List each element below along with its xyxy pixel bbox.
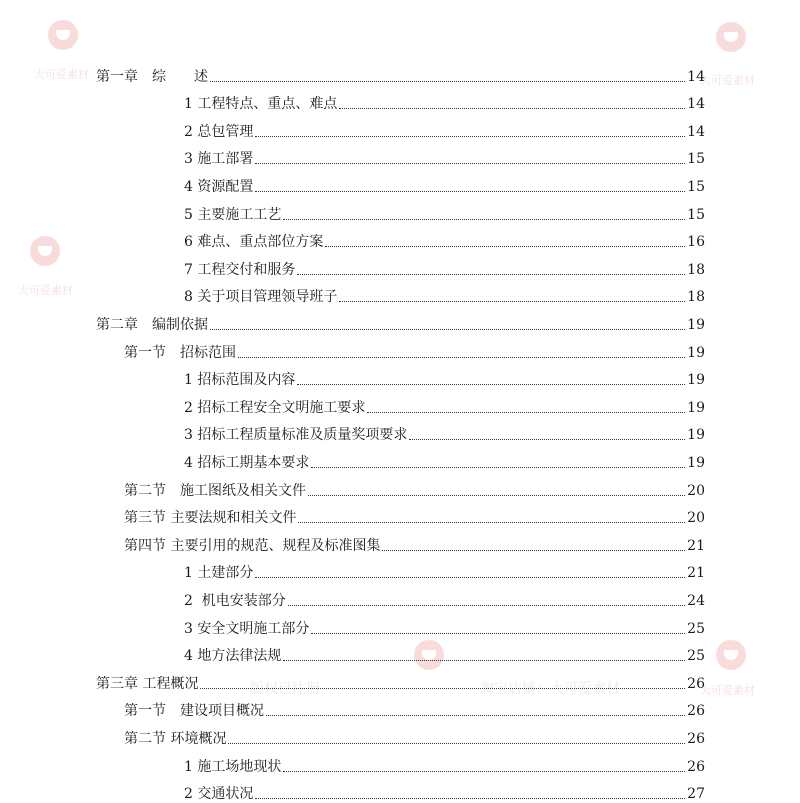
toc-item-entry[interactable] [184,610,705,638]
watermark-brand: 大可爱素材 [18,284,73,297]
toc-entry-label: 第二章 编制依据 [96,316,208,333]
toc-item-entry[interactable] [184,389,705,417]
toc-section-entry[interactable] [124,472,705,500]
toc-page-number: 15 [687,206,705,223]
toc-page-number: 21 [687,537,705,554]
watermark-shop: 淘宝店铺：大可爱素材 [480,681,620,697]
toc-item-entry[interactable] [184,196,705,224]
toc-entry-label: 4 招标工期基本要求 [184,454,310,471]
toc-item-entry[interactable] [184,582,705,610]
toc-entry-label: 第一节 建设项目概况 [124,703,264,720]
toc-dot-leader [339,300,685,302]
toc-chapter-entry[interactable] [96,58,705,86]
toc-dot-leader [228,742,685,744]
toc-entry-label: 1 土建部分 [184,565,254,582]
toc-dot-leader [255,190,685,192]
toc-page-number: 20 [687,510,705,527]
toc-dot-leader [255,162,685,164]
toc-dot-leader [339,107,685,109]
watermark-brand: 大可爱素材 [700,74,755,87]
toc-item-entry[interactable] [184,444,705,472]
toc-entry-label: 第一章 综 述 [96,68,208,85]
toc-chapter-entry[interactable] [96,306,705,334]
toc-dot-leader [288,604,685,606]
toc-page-number: 26 [687,675,705,692]
toc-item-entry[interactable] [184,251,705,279]
toc-dot-leader [297,383,685,385]
toc-entry-label: 第三节 主要法规和相关文件 [124,510,297,527]
watermark-logo-icon [716,640,746,670]
toc-section-entry[interactable] [124,693,705,721]
toc-page-number: 19 [687,427,705,444]
toc-page-number: 19 [687,316,705,333]
toc-dot-leader [255,576,685,578]
toc-dot-leader [409,438,685,440]
toc-entry-label: 2 机电安装部分 [184,592,286,609]
toc-item-entry[interactable] [184,748,705,776]
toc-entry-label: 3 安全文明施工部分 [184,620,310,637]
toc-section-entry[interactable] [124,720,705,748]
toc-entry-label: 6 难点、重点部位方案 [184,234,324,251]
toc-chapter-entry[interactable] [96,665,705,693]
toc-page-number: 14 [687,123,705,140]
toc-entry-label: 3 招标工程质量标准及质量奖项要求 [184,427,408,444]
toc-page-number: 26 [687,758,705,775]
toc-item-entry[interactable] [184,417,705,445]
toc-entry-label: 第四节 主要引用的规范、规程及标准图集 [124,537,381,554]
toc-dot-leader [283,659,685,661]
toc-page-number: 21 [687,565,705,582]
toc-dot-leader [325,245,685,247]
watermark-copyright: 版权已注册 [250,681,320,697]
toc-entry-label: 第二节 施工图纸及相关文件 [124,482,306,499]
toc-item-entry[interactable] [184,279,705,307]
toc-page-number: 14 [687,96,705,113]
toc-entry-label: 2 总包管理 [184,123,254,140]
toc-dot-leader [283,770,685,772]
toc-entry-label: 3 施工部署 [184,151,254,168]
toc-page-number: 20 [687,482,705,499]
toc-entry-label: 第三章 工程概况 [96,675,199,692]
toc-page-number: 25 [687,648,705,665]
toc-dot-leader [283,218,685,220]
toc-page-number: 19 [687,344,705,361]
toc-dot-leader [210,80,685,82]
toc-dot-leader [311,632,685,634]
toc-page-number: 26 [687,703,705,720]
toc-page-number: 27 [687,786,705,803]
toc-dot-leader [210,328,685,330]
watermark-logo-icon [48,20,78,50]
toc-dot-leader [200,687,685,689]
watermark-logo-icon [30,236,60,266]
toc-page-number: 19 [687,454,705,471]
toc-item-entry[interactable] [184,141,705,169]
watermark-brand: 大可爱素材 [700,684,755,697]
toc-dot-leader [297,273,685,275]
toc-item-entry[interactable] [184,168,705,196]
toc-item-entry[interactable] [184,638,705,666]
toc-item-entry[interactable] [184,362,705,390]
toc-page-number: 16 [687,234,705,251]
toc-entry-label: 第二节 环境概况 [124,730,227,747]
watermark-logo-icon [716,22,746,52]
toc-page-number: 25 [687,620,705,637]
toc-item-entry[interactable] [184,555,705,583]
toc-dot-leader [308,494,685,496]
toc-entry-label: 4 地方法律法规 [184,648,282,665]
toc-item-entry[interactable] [184,224,705,252]
toc-page-number: 19 [687,372,705,389]
toc-entry-label: 2 招标工程安全文明施工要求 [184,399,366,416]
toc-entry-label: 1 工程特点、重点、难点 [184,96,338,113]
toc-page-number: 15 [687,178,705,195]
toc-entry-label: 第一节 招标范围 [124,344,236,361]
toc-page-number: 18 [687,261,705,278]
toc-entry-label: 7 工程交付和服务 [184,261,296,278]
toc-section-entry[interactable] [124,500,705,528]
toc-page-number: 24 [687,592,705,609]
toc-item-entry[interactable] [184,113,705,141]
toc-dot-leader [367,411,685,413]
toc-item-entry[interactable] [184,86,705,114]
toc-entry-label: 5 主要施工工艺 [184,206,282,223]
toc-entry-label: 1 施工场地现状 [184,758,282,775]
toc-entry-label: 8 关于项目管理领导班子 [184,289,338,306]
toc-page-number: 19 [687,399,705,416]
watermark-brand: 大可爱素材 [34,68,89,81]
toc-dot-leader [255,797,685,799]
toc-dot-leader [298,521,685,523]
toc-page-number: 15 [687,151,705,168]
toc-entry-label: 4 资源配置 [184,178,254,195]
toc-dot-leader [311,466,685,468]
toc-entry-label: 1 招标范围及内容 [184,372,296,389]
toc-section-entry[interactable] [124,527,705,555]
toc-entry-label: 2 交通状况 [184,786,254,803]
toc-dot-leader [255,135,685,137]
toc-dot-leader [238,356,685,358]
toc-section-entry[interactable] [124,334,705,362]
toc-page-number: 18 [687,289,705,306]
toc-dot-leader [382,549,685,551]
toc-page-number: 26 [687,730,705,747]
toc-dot-leader [266,714,685,716]
toc-page-number: 14 [687,68,705,85]
toc-item-entry[interactable] [184,776,705,803]
